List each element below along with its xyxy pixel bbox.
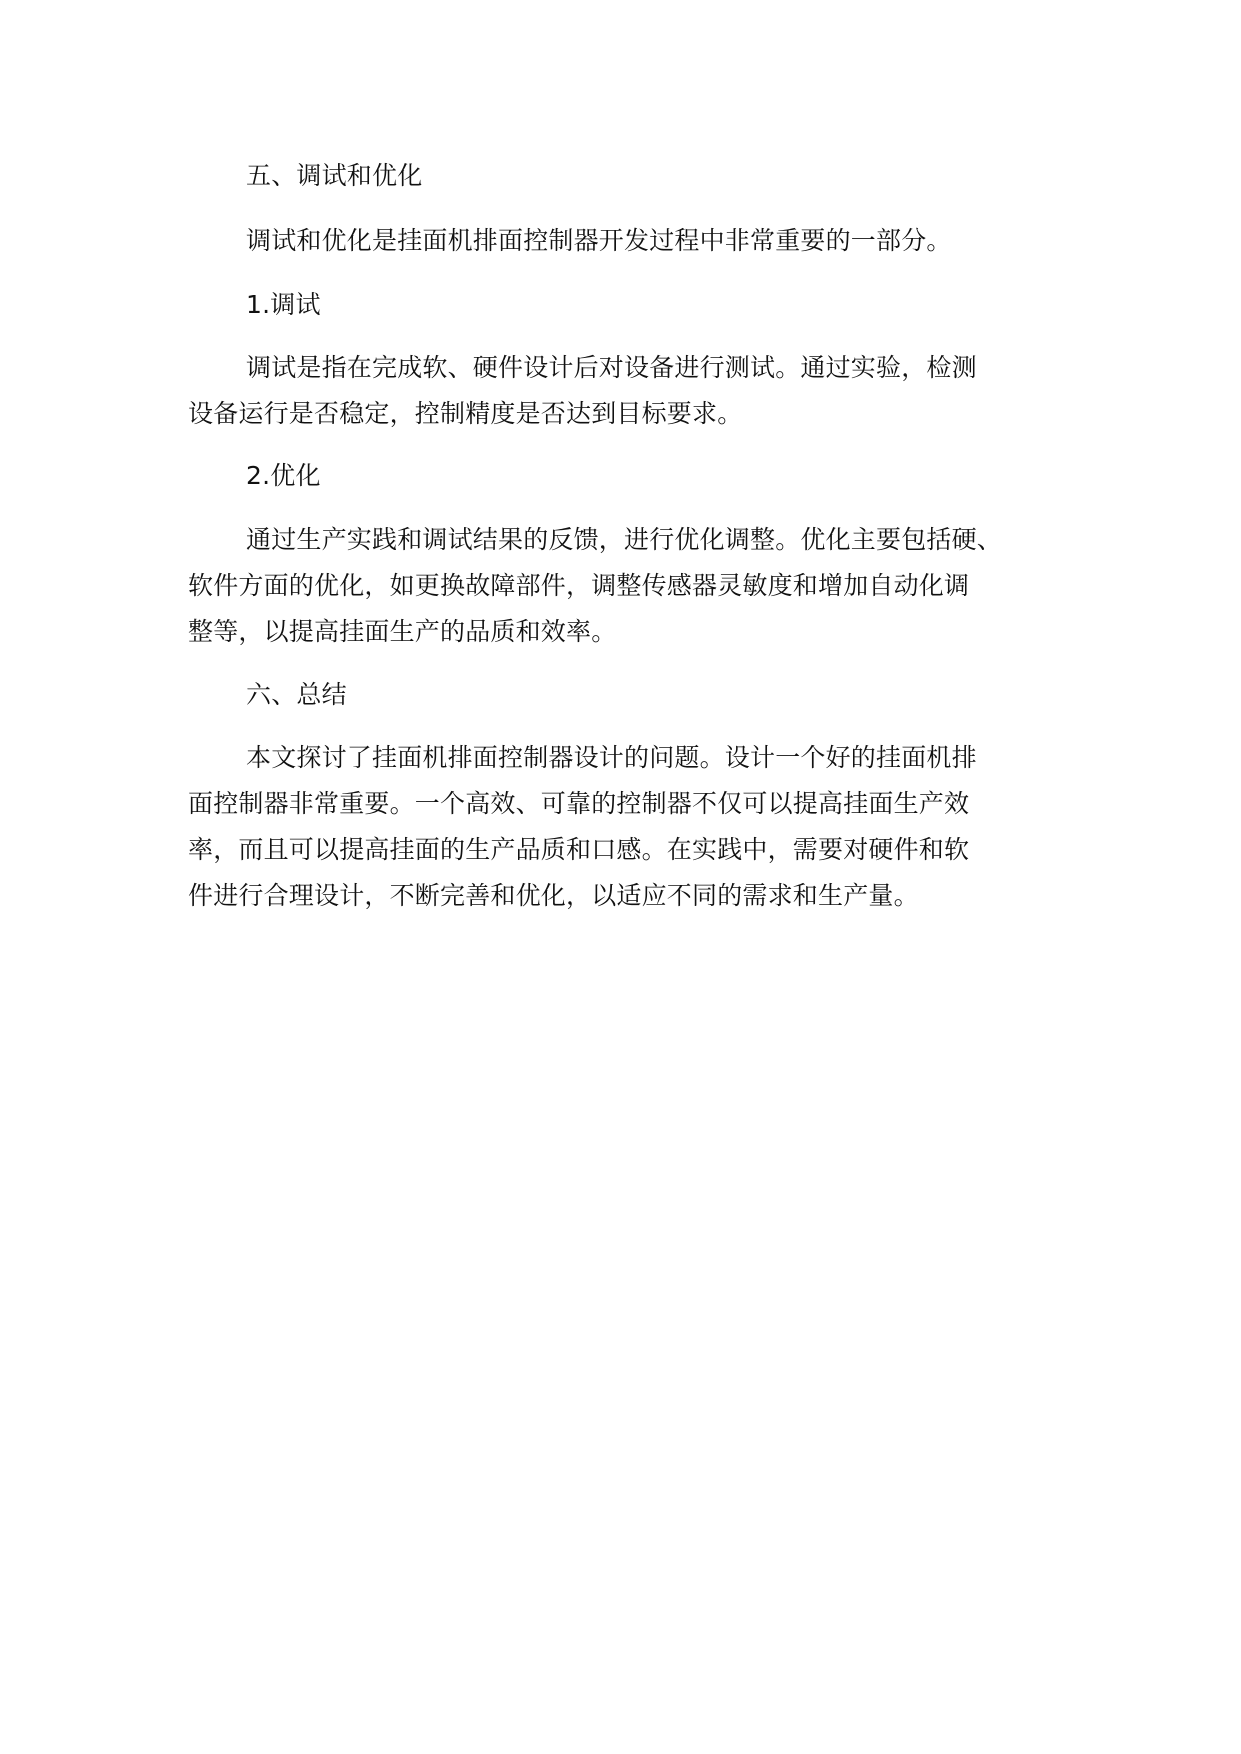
optimize-paragraph-line: 整等，以提高挂面生产的品质和效率。 <box>188 617 617 646</box>
section-heading-debug-optimize: 五、调试和优化 <box>246 161 423 190</box>
optimize-paragraph-line: 通过生产实践和调试结果的反馈，进行优化调整。优化主要包括硬、 <box>246 525 1003 554</box>
optimize-paragraph-line: 软件方面的优化，如更换故障部件，调整传感器灵敏度和增加自动化调 <box>188 571 970 600</box>
section-heading-summary: 六、总结 <box>246 680 347 709</box>
summary-paragraph-line: 本文探讨了挂面机排面控制器设计的问题。设计一个好的挂面机排 <box>246 743 977 772</box>
section-intro-paragraph: 调试和优化是挂面机排面控制器开发过程中非常重要的一部分。 <box>246 226 952 255</box>
subheading-optimize: 2.优化 <box>246 461 321 490</box>
summary-paragraph-line: 面控制器非常重要。一个高效、可靠的控制器不仅可以提高挂面生产效 <box>188 789 970 818</box>
debug-paragraph-line: 调试是指在完成软、硬件设计后对设备进行测试。通过实验，检测 <box>246 353 977 382</box>
subheading-debug: 1.调试 <box>246 290 321 319</box>
summary-paragraph-line: 件进行合理设计，不断完善和优化，以适应不同的需求和生产量。 <box>188 881 919 910</box>
summary-paragraph-line: 率，而且可以提高挂面的生产品质和口感。在实践中，需要对硬件和软 <box>188 835 970 864</box>
debug-paragraph-line: 设备运行是否稳定，控制精度是否达到目标要求。 <box>188 399 743 428</box>
